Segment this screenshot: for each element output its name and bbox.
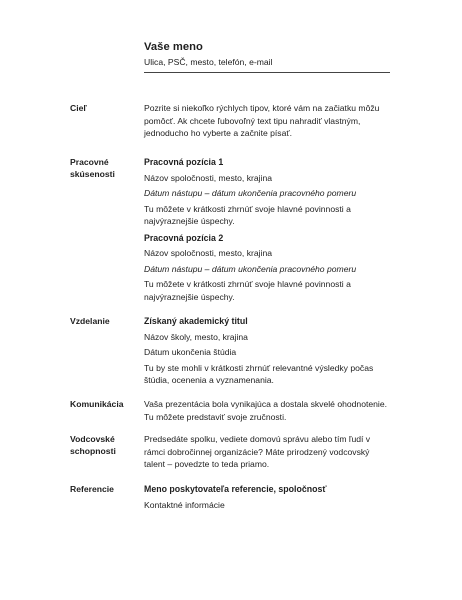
section-leadership [0,433,462,483]
applicant-contact[interactable]: Ulica, PSČ, mesto, telefón, e-mail [144,57,273,67]
job-dates[interactable]: Dátum nástupu – dátum ukončenia pracovného pomeru [144,263,357,274]
leadership-text[interactable]: Predsedáte spolku, vediete domovú správu alebo tím ľudí v rámci dobročinnej organizácie? Máte prirodzený vodcovský talent – povedzte to teda priamo. [144,434,371,469]
section-objective [0,102,462,156]
education-school[interactable]: Názov školy, mesto, krajina [144,331,248,342]
section-body-references [144,483,390,511]
job-title[interactable]: Pracovná pozícia 1 [144,157,224,167]
objective-text[interactable]: Pozrite si niekoľko rýchlych tipov, ktoré vám na začiatku môžu pomôcť. Ak chcete ľubovoľný text tipu nahradiť vlastným, jednoducho ho vyberte a začnite písať. [144,103,380,138]
section-body-leadership [144,433,390,471]
section-label-experience: Pracovné skúsenosti [70,157,115,179]
section-body-experience [144,156,390,303]
education-degree[interactable]: Získaný akademický titul [144,316,248,326]
section-label-references: Referencie [70,484,114,494]
resume-header [144,40,390,73]
section-label-leadership: Vodcovské schopnosti [70,434,116,456]
education-description[interactable]: Tu by ste mohli v krátkosti zhrnúť relevantné výsledky počas štúdia, ocenenia a vyznamenania. [144,362,374,385]
section-experience [0,156,462,315]
section-body-communication [144,398,390,423]
applicant-name[interactable]: Vaše meno [144,41,203,53]
header-divider [144,72,390,73]
job-entry [144,232,390,304]
section-communication [0,398,462,433]
section-education [0,315,462,398]
job-dates[interactable]: Dátum nástupu – dátum ukončenia pracovného pomeru [144,188,357,198]
job-description[interactable]: Tu môžete v krátkosti zhrnúť svoje hlavné povinnosti a najvýraznejšie úspechy. [144,203,351,226]
job-description[interactable]: Tu môžete v krátkosti zhrnúť svoje hlavné povinnosti a najvýraznejšie úspechy. [144,279,351,302]
section-label-communication: Komunikácia [70,399,124,409]
section-body-education [144,315,390,387]
job-company[interactable]: Názov spoločnosti, mesto, krajina [144,172,273,183]
communication-text[interactable]: Vaša prezentácia bola vynikajúca a dostala skvelé ohodnotenie. Tu môžete predstaviť svoje zručnosti. [144,399,388,422]
section-label-education: Vzdelanie [70,316,110,326]
resume-sections [0,102,462,523]
reference-name[interactable]: Meno poskytovateľa referencie, spoločnosť [144,484,327,494]
section-references [0,483,462,523]
job-entry [144,156,390,228]
job-title[interactable]: Pracovná pozícia 2 [144,232,224,243]
section-body-objective [144,102,390,140]
job-company[interactable]: Názov spoločnosti, mesto, krajina [144,248,273,258]
section-label-objective: Cieľ [70,103,87,113]
education-graduation[interactable]: Dátum ukončenia štúdia [144,347,237,357]
reference-contact[interactable]: Kontaktné informácie [144,499,225,510]
